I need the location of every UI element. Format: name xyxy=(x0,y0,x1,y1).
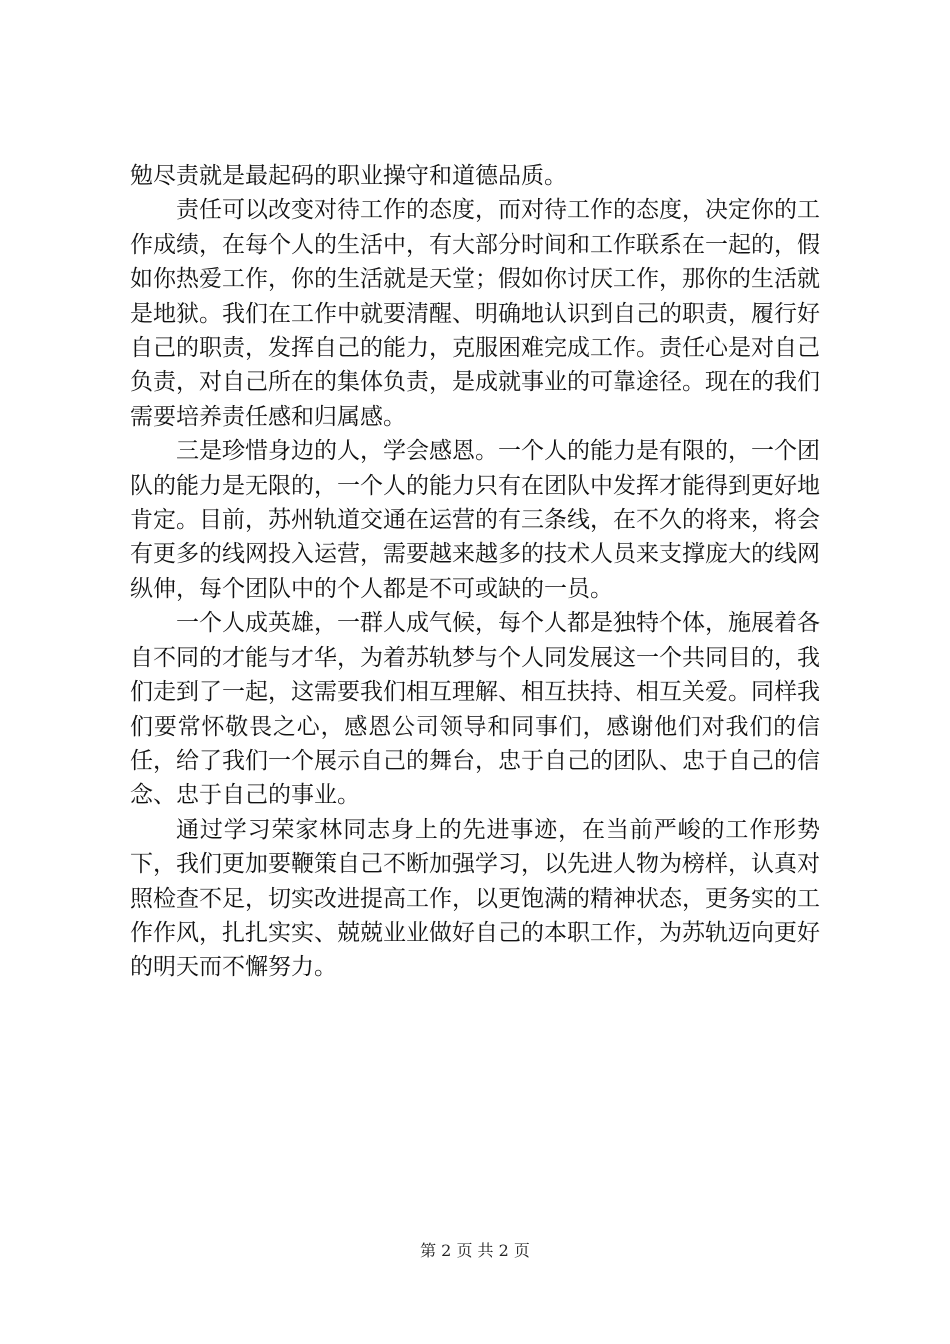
page-number-footer: 第 2 页 共 2 页 xyxy=(420,1241,530,1260)
paragraph-responsibility: 责任可以改变对待工作的态度，而对待工作的态度，决定你的工作成绩，在每个人的生活中，有大部分时间和工作联系在一起的，假如你热爱工作，你的生活就是天堂；假如你讨厌工作，那你的生活就是地狱。我们在工作中就要清醒、明确地认识到自己的职责，履行好自己的职责，发挥自己的能力，克服困难完成工作。责任心是对自己负责，对自己所在的集体负责，是成就事业的可靠途径。现在的我们需要培养责任感和归属感。 xyxy=(130,197,820,430)
paragraph-continuation: 勉尽责就是最起码的职业操守和道德品质。 xyxy=(130,163,567,189)
paragraph-gratitude: 三是珍惜身边的人，学会感恩。一个人的能力是有限的，一个团队的能力是无限的，一个人的能力只有在团队中发挥才能得到更好地肯定。目前，苏州轨道交通在运营的有三条线，在不久的将来，将会有更多的线网投入运营，需要越来越多的技术人员来支撑庞大的线网纵伸，每个团队中的个人都是不可或缺的一员。 xyxy=(130,438,820,602)
paragraph-teamwork: 一个人成英雄，一群人成气候，每个人都是独特个体，施展着各自不同的才能与才华，为着苏轨梦与个人同发展这一个共同目的，我们走到了一起，这需要我们相互理解、相互扶持、相互关爱。同样我们要常怀敬畏之心，感恩公司领导和同事们，感谢他们对我们的信任，给了我们一个展示自己的舞台，忠于自己的团队、忠于自己的信念、忠于自己的事业。 xyxy=(130,610,820,809)
document-body xyxy=(130,159,820,985)
paragraph-conclusion: 通过学习荣家林同志身上的先进事迹，在当前严峻的工作形势下，我们更加要鞭策自己不断加强学习，以先进人物为榜样，认真对照检查不足，切实改进提高工作，以更饱满的精神状态，更务实的工作作风，扎扎实实、兢兢业业做好自己的本职工作，为苏轨迈向更好的明天而不懈努力。 xyxy=(130,816,820,981)
